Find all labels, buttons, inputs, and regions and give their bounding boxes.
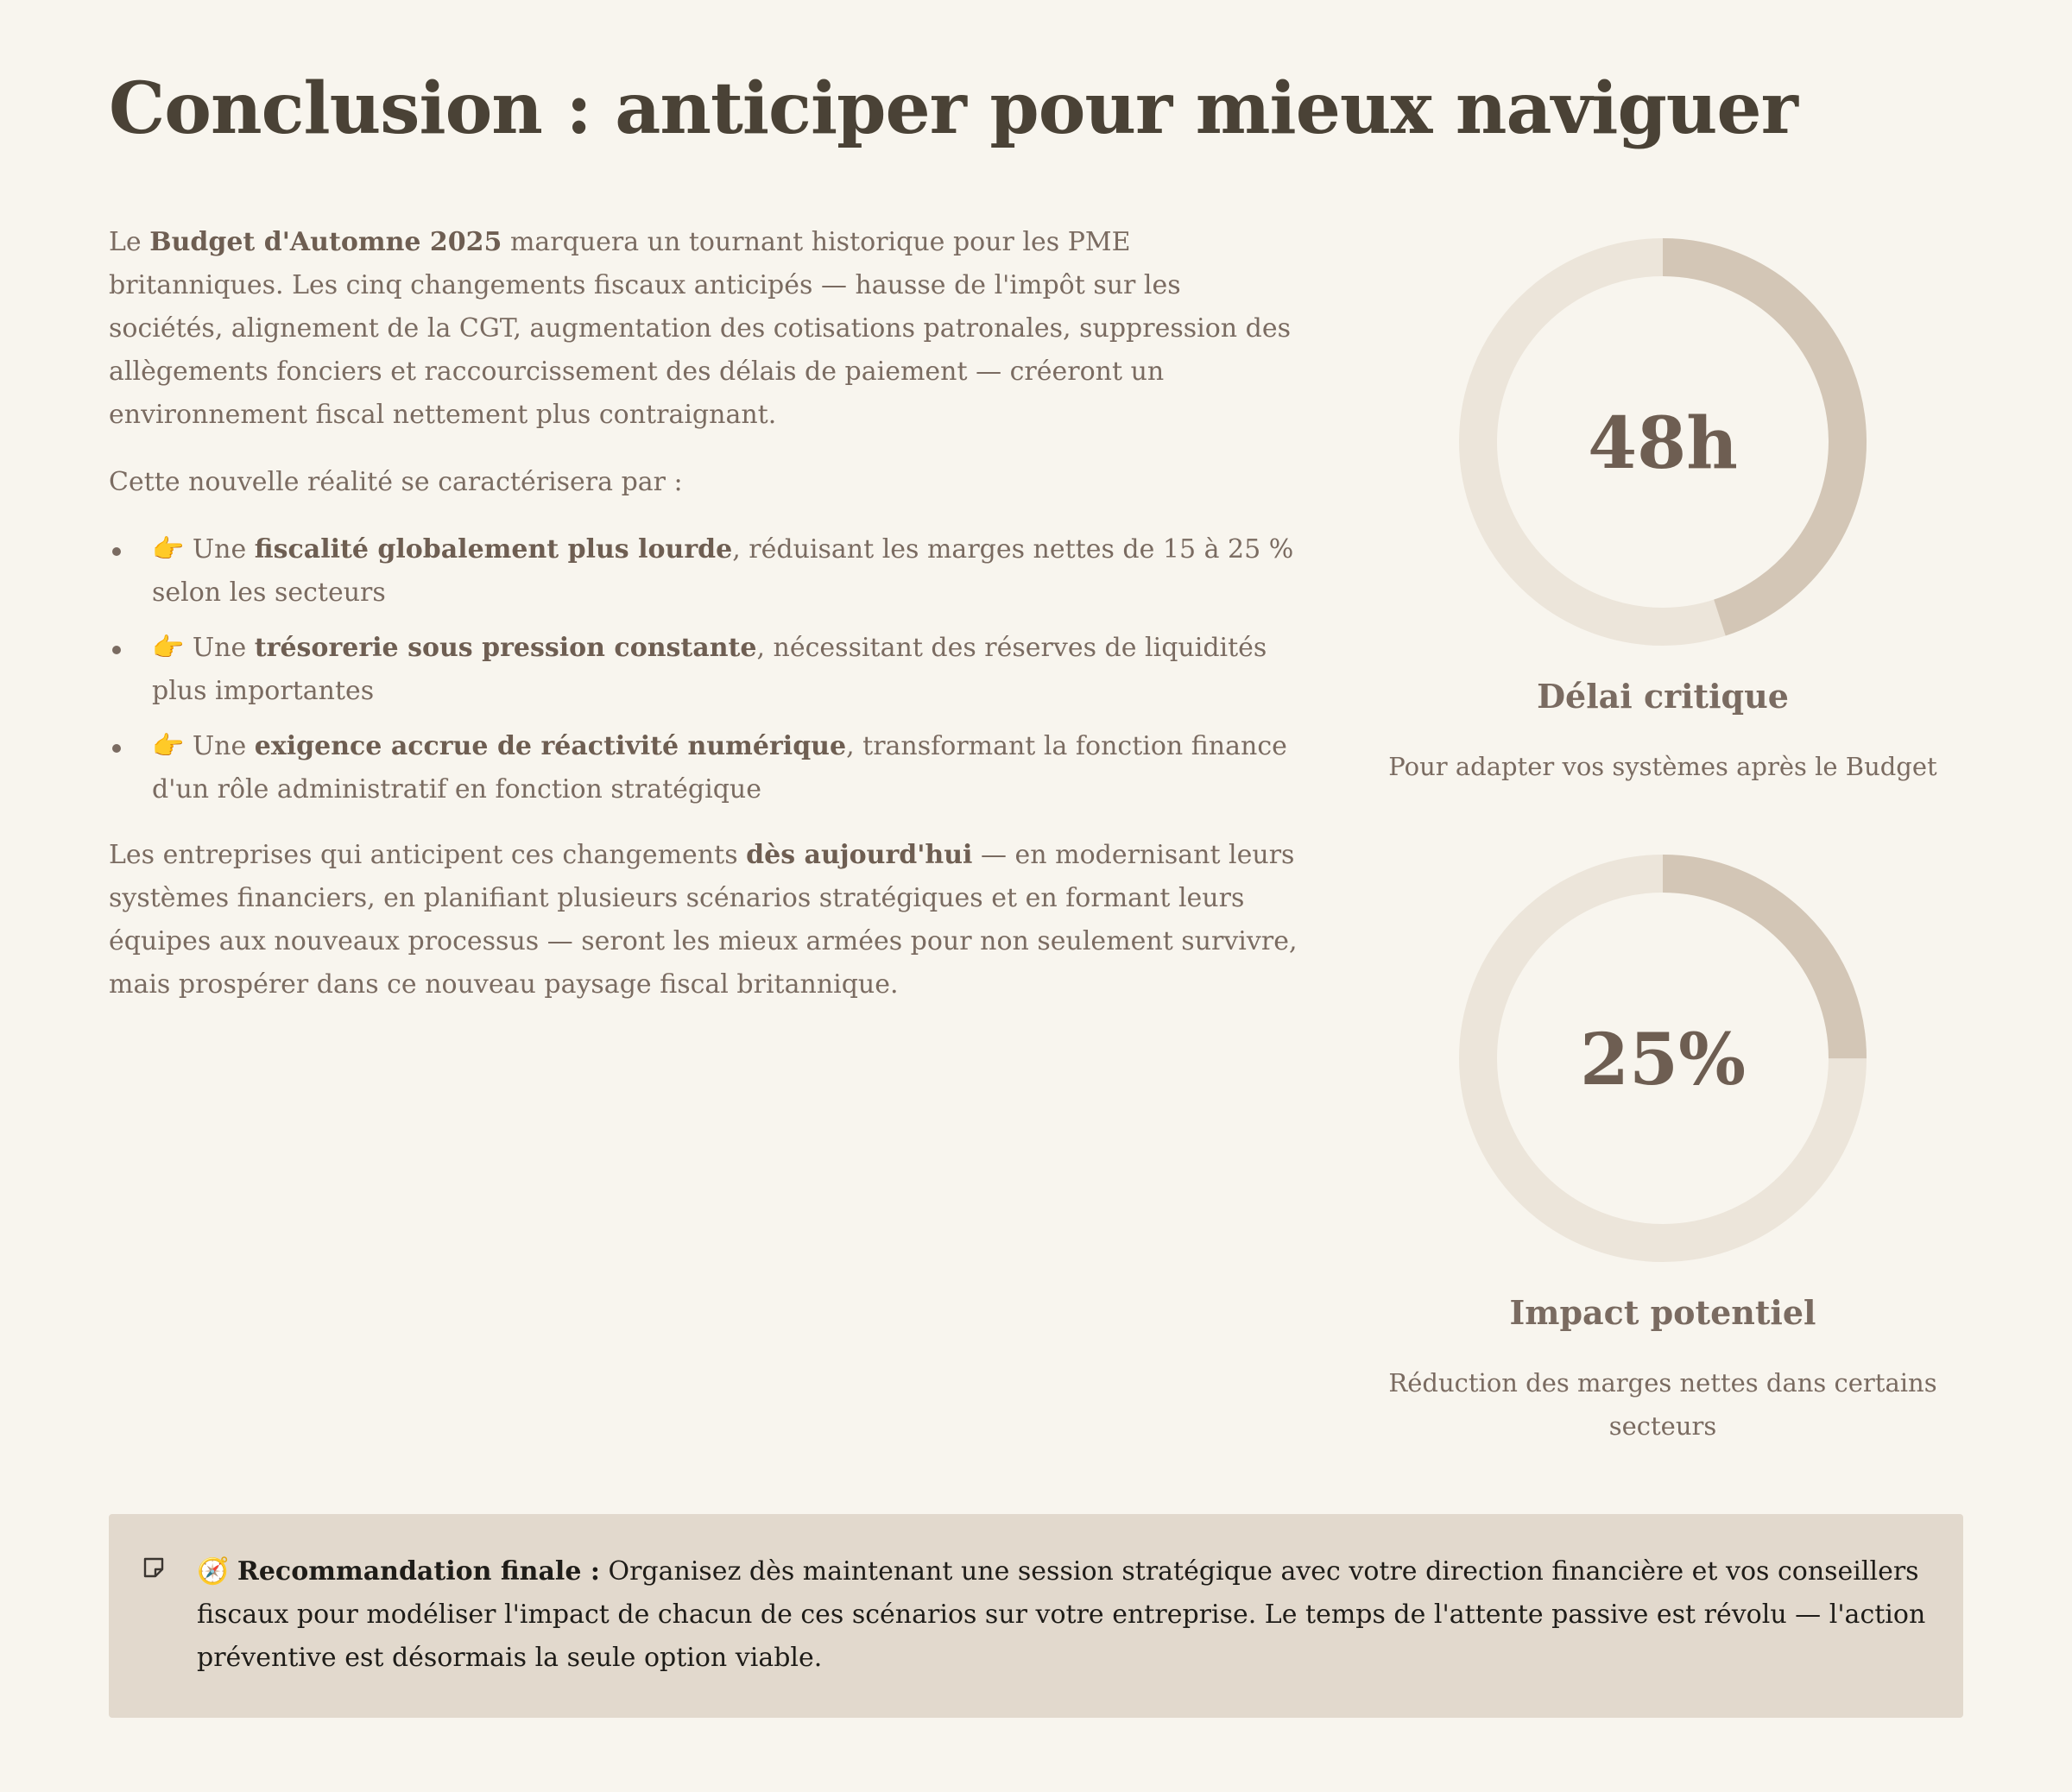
pointing-hand-icon: 👉 — [152, 534, 185, 565]
stat-description: Réduction des marges nettes dans certains secteurs — [1388, 1368, 1937, 1441]
stat-card-potential-impact — [1387, 853, 1939, 1448]
list-item: 👉 Une fiscalité globalement plus lourde, réduisant les marges nettes de 15 à 25 % selon les secteurs — [109, 528, 1300, 615]
progress-ring — [1457, 237, 1868, 647]
callout-title: Recommandation finale : — [237, 1556, 600, 1587]
main-text — [109, 221, 1300, 1031]
intro-paragraph: Le Budget d'Automne 2025 marquera un tournant historique pour les PME britanniques. Les cinq changements fiscaux anticipés — hausse de l'impôt sur les sociétés, alignement de la CGT, augmentation des cotisations patronales, suppression des allègements fonciers et raccourcissement des délais de paiement — créeront un environnement fiscal nettement plus contraignant. — [109, 227, 1291, 430]
stat-value: 48h — [1588, 402, 1738, 485]
compass-icon: 🧭 — [197, 1556, 230, 1587]
pointing-hand-icon: 👉 — [152, 633, 185, 663]
list-item: 👉 Une exigence accrue de réactivité numérique, transformant la fonction finance d'un rôle administratif en fonction stratégique — [109, 725, 1300, 811]
stat-card-critical-delay — [1387, 237, 1939, 788]
stat-description: Pour adapter vos systèmes après le Budget — [1388, 752, 1937, 781]
note-icon — [142, 1555, 166, 1580]
stat-value: 25% — [1579, 1019, 1747, 1101]
list-item: 👉 Une trésorerie sous pression constante, nécessitant des réserves de liquidités plus importantes — [109, 627, 1300, 713]
closing-paragraph: Les entreprises qui anticipent ces changements dès aujourd'hui — en modernisant leurs systèmes financiers, en planifiant plusieurs scénarios stratégiques et en formant leurs équipes aux nouveaux processus — seront les mieux armées pour non seulement survivre, mais prospérer dans ce nouveau paysage fiscal britannique. — [109, 840, 1298, 1000]
lead-in-paragraph: Cette nouvelle réalité se caractérisera par : — [109, 467, 683, 497]
recommendation-callout — [109, 1514, 1963, 1718]
callout-text: Organisez dès maintenant une session stratégique avec votre direction financière et vos conseillers fiscaux pour modéliser l'impact de chacun de ces scénarios sur votre entreprise. Le temps de l'attente passive est révolu — l'action préventive est désormais la seule option viable. — [197, 1556, 1926, 1673]
bullet-list — [109, 528, 1300, 811]
pointing-hand-icon: 👉 — [152, 731, 185, 761]
stat-label: Délai critique — [1537, 677, 1789, 716]
page-title: Conclusion : anticiper pour mieux naviguer — [109, 67, 1797, 150]
progress-ring — [1457, 853, 1868, 1264]
stat-label: Impact potentiel — [1509, 1293, 1816, 1332]
